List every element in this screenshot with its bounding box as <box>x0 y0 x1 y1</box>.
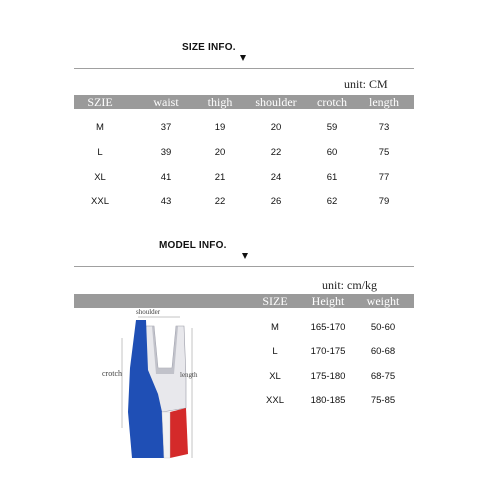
model-header-size: SIZE <box>262 294 288 308</box>
diagram-label-crotch: crotch <box>102 369 122 378</box>
size-table-cell: 39 <box>160 147 172 158</box>
model-info-down-arrow-icon <box>242 253 248 259</box>
model-table-row <box>0 321 494 335</box>
bib-strap-shade <box>152 326 178 374</box>
model-table-cell: L <box>272 346 278 357</box>
size-table-cell: 79 <box>378 196 390 207</box>
size-header-waist: waist <box>153 95 179 109</box>
model-info-divider <box>74 266 414 267</box>
model-table-cell: 75-85 <box>370 395 396 406</box>
size-table-row <box>0 121 494 135</box>
size-table-cell: 62 <box>326 196 338 207</box>
size-table-header <box>74 95 414 109</box>
bib-red-panel <box>170 408 188 458</box>
size-table-cell: 77 <box>378 172 390 183</box>
size-info-down-arrow-icon <box>240 55 246 61</box>
model-table-cell: 165-170 <box>310 322 346 333</box>
model-table-header <box>74 294 414 308</box>
model-unit-label: unit: cm/kg <box>322 278 377 292</box>
size-table-cell: 24 <box>270 172 282 183</box>
size-unit-label: unit: CM <box>344 77 388 91</box>
diagram-label-length: length <box>180 371 198 379</box>
model-info-title: MODEL INFO. <box>159 240 227 251</box>
model-table-cell: 68-75 <box>370 371 396 382</box>
size-table-cell: 22 <box>270 147 282 158</box>
size-table-cell: L <box>97 147 103 158</box>
size-header-size: SZIE <box>87 95 113 109</box>
size-table-cell: 59 <box>326 122 338 133</box>
size-header-shoulder: shoulder <box>255 95 297 109</box>
model-table-row <box>0 345 494 359</box>
size-info-divider <box>74 68 414 69</box>
size-table-cell: 37 <box>160 122 172 133</box>
model-table-row <box>0 370 494 384</box>
size-table-row <box>0 171 494 185</box>
size-table-cell: 20 <box>270 122 282 133</box>
size-table-cell: 61 <box>326 172 338 183</box>
diagram-label-shoulder: shoulder <box>136 308 161 316</box>
model-table-cell: 50-60 <box>370 322 396 333</box>
size-table-cell: 73 <box>378 122 390 133</box>
bib-shorts-illustration <box>100 308 210 468</box>
size-header-crotch: crotch <box>317 95 347 109</box>
size-table-cell: 19 <box>214 122 226 133</box>
size-table-cell: 26 <box>270 196 282 207</box>
size-table-cell: 21 <box>214 172 226 183</box>
model-table-cell: 170-175 <box>310 346 346 357</box>
model-table-row <box>0 394 494 408</box>
size-table-cell: XL <box>94 172 106 183</box>
model-header-weight: weight <box>366 294 400 308</box>
size-table-cell: 60 <box>326 147 338 158</box>
size-header-thigh: thigh <box>207 95 233 109</box>
model-table-cell: XL <box>269 371 281 382</box>
size-info-title: SIZE INFO. <box>182 42 236 53</box>
bib-shorts-diagram <box>100 308 210 468</box>
size-table-cell: 75 <box>378 147 390 158</box>
size-table-cell: 22 <box>214 196 226 207</box>
size-table-cell: 43 <box>160 196 172 207</box>
model-table-cell: XXL <box>266 395 284 406</box>
size-table-cell: XXL <box>91 196 109 207</box>
model-table-cell: 175-180 <box>310 371 346 382</box>
size-table-row <box>0 146 494 160</box>
model-header-height: Height <box>311 294 345 308</box>
model-table-cell: 60-68 <box>370 346 396 357</box>
size-header-length: length <box>369 95 399 109</box>
size-table-cell: 41 <box>160 172 172 183</box>
size-table-cell: M <box>96 122 104 133</box>
size-table-row <box>0 195 494 209</box>
model-table-cell: M <box>271 322 279 333</box>
size-table-cell: 20 <box>214 147 226 158</box>
model-table-cell: 180-185 <box>310 395 346 406</box>
